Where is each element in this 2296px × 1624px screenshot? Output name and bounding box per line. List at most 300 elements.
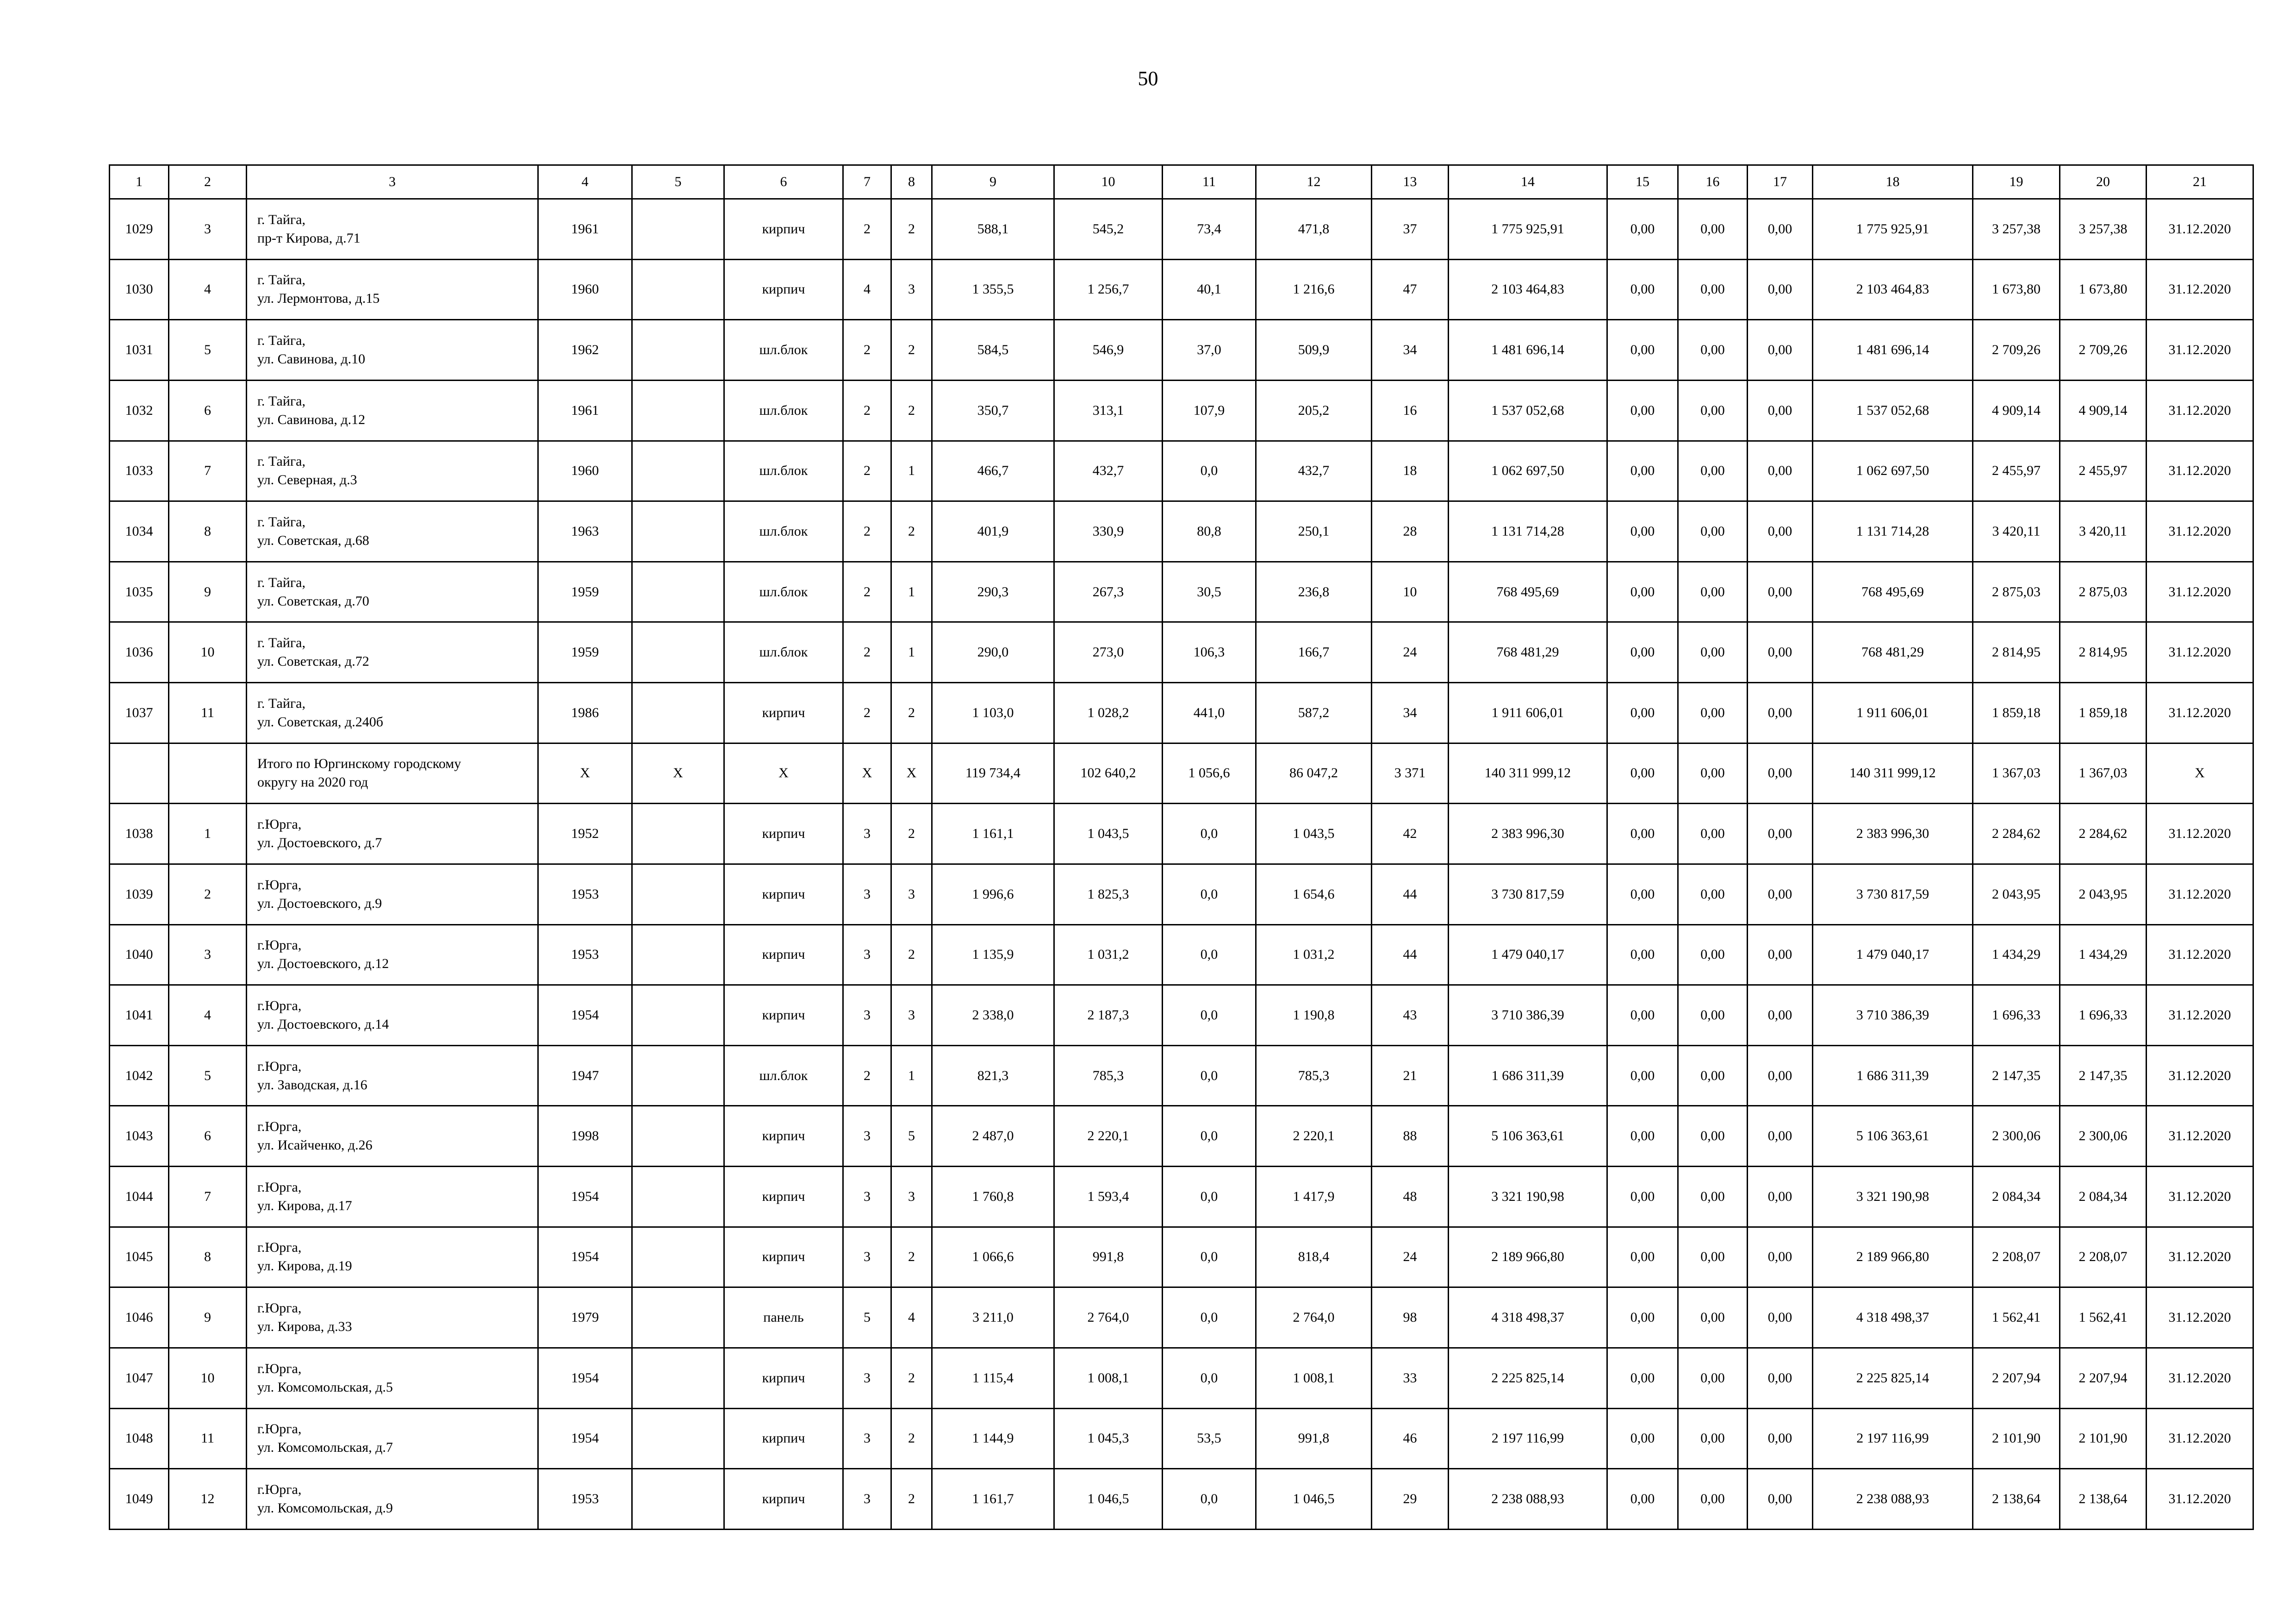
column-19-cell: 3 257,38 xyxy=(1973,199,2060,260)
entrances-cell: 3 xyxy=(891,985,932,1046)
entrances-cell: 2 xyxy=(891,1348,932,1408)
address-city: г. Тайга, xyxy=(257,333,305,349)
cost-total-cell: 3 730 817,59 xyxy=(1449,864,1607,924)
cost-total-cell: 1 911 606,01 xyxy=(1449,683,1607,743)
area-a-cell: 0,0 xyxy=(1163,985,1256,1046)
entrances-cell: 2 xyxy=(891,1227,932,1287)
column-19-cell: 2 875,03 xyxy=(1973,562,2060,622)
column-17-cell: 0,00 xyxy=(1748,320,1813,381)
area-a-cell: 0,0 xyxy=(1163,1469,1256,1530)
column-16-cell: 0,00 xyxy=(1678,1167,1748,1227)
year-built-cell: 1952 xyxy=(538,804,632,864)
local-index-cell: 11 xyxy=(169,1408,247,1469)
wall-material-cell: кирпич xyxy=(724,804,843,864)
year-built-cell: 1960 xyxy=(538,259,632,320)
floors-cell: 2 xyxy=(843,320,891,381)
cost-total-cell: 2 383 996,30 xyxy=(1449,804,1607,864)
residents-cell: 21 xyxy=(1372,1045,1449,1106)
floors-cell: 2 xyxy=(843,562,891,622)
address-city: г. Тайга, xyxy=(257,454,305,469)
column-20-cell: 1 696,33 xyxy=(2060,985,2147,1046)
area-total-cell: 401,9 xyxy=(932,501,1054,562)
local-index-cell: 8 xyxy=(169,1227,247,1287)
area-b-cell: 250,1 xyxy=(1256,501,1372,562)
area-total-cell: 290,0 xyxy=(932,622,1054,683)
column-17-cell: 0,00 xyxy=(1748,1287,1813,1348)
area-total-cell: 2 487,0 xyxy=(932,1106,1054,1167)
residents-cell: 48 xyxy=(1372,1167,1449,1227)
completion-date-cell: 31.12.2020 xyxy=(2147,622,2253,683)
completion-date-cell: 31.12.2020 xyxy=(2147,1287,2253,1348)
area-b-cell: 509,9 xyxy=(1256,320,1372,381)
column-15-cell: 0,00 xyxy=(1607,562,1678,622)
column-15-cell: 0,00 xyxy=(1607,1287,1678,1348)
column-19-cell: 2 208,07 xyxy=(1973,1227,2060,1287)
column-18-cell: 3 730 817,59 xyxy=(1813,864,1973,924)
entrances-cell: 2 xyxy=(891,501,932,562)
residents-cell: 24 xyxy=(1372,622,1449,683)
area-b-cell: 86 047,2 xyxy=(1256,743,1372,804)
year-built-cell: 1979 xyxy=(538,1287,632,1348)
residents-cell: 37 xyxy=(1372,199,1449,260)
column-18-cell: 768 481,29 xyxy=(1813,622,1973,683)
column-16-cell: 0,00 xyxy=(1678,1408,1748,1469)
table-body xyxy=(110,199,2253,1530)
cost-total-cell: 2 197 116,99 xyxy=(1449,1408,1607,1469)
year-built-cell: 1954 xyxy=(538,985,632,1046)
residents-cell: 42 xyxy=(1372,804,1449,864)
row-number-cell: 1047 xyxy=(110,1348,169,1408)
address-cell xyxy=(247,1287,538,1348)
column-18-cell: 1 062 697,50 xyxy=(1813,441,1973,501)
column-header: 17 xyxy=(1748,165,1813,199)
area-a-cell: 0,0 xyxy=(1163,1167,1256,1227)
column-17-cell: 0,00 xyxy=(1748,743,1813,804)
column-18-cell: 2 225 825,14 xyxy=(1813,1348,1973,1408)
table-row xyxy=(110,1227,2253,1287)
floors-cell: 3 xyxy=(843,1227,891,1287)
column-5-cell xyxy=(632,259,724,320)
column-header: 18 xyxy=(1813,165,1973,199)
residents-cell: 43 xyxy=(1372,985,1449,1046)
column-18-cell: 1 481 696,14 xyxy=(1813,320,1973,381)
column-18-cell: 1 775 925,91 xyxy=(1813,199,1973,260)
address-street: ул. Достоевского, д.12 xyxy=(257,956,389,972)
entrances-cell: 2 xyxy=(891,1469,932,1530)
column-number-row xyxy=(110,165,2253,199)
address-street: ул. Советская, д.72 xyxy=(257,654,369,669)
address-cell xyxy=(247,1469,538,1530)
address-city: г.Юрга, xyxy=(257,1058,302,1074)
column-15-cell: 0,00 xyxy=(1607,622,1678,683)
residents-cell: 29 xyxy=(1372,1469,1449,1530)
column-20-cell: 1 859,18 xyxy=(2060,683,2147,743)
entrances-cell: 2 xyxy=(891,199,932,260)
address-cell xyxy=(247,743,538,804)
area-rooms-cell: 2 764,0 xyxy=(1054,1287,1163,1348)
column-17-cell: 0,00 xyxy=(1748,1469,1813,1530)
cost-total-cell: 1 775 925,91 xyxy=(1449,199,1607,260)
column-15-cell: 0,00 xyxy=(1607,1106,1678,1167)
residents-cell: 18 xyxy=(1372,441,1449,501)
area-rooms-cell: 1 593,4 xyxy=(1054,1167,1163,1227)
address-street: ул. Савинова, д.12 xyxy=(257,412,366,427)
address-street: ул. Комсомольская, д.9 xyxy=(257,1500,393,1516)
local-index-cell: 8 xyxy=(169,501,247,562)
area-rooms-cell: 313,1 xyxy=(1054,380,1163,441)
column-15-cell: 0,00 xyxy=(1607,985,1678,1046)
address-cell xyxy=(247,562,538,622)
address-cell xyxy=(247,259,538,320)
entrances-cell: 3 xyxy=(891,864,932,924)
completion-date-cell: 31.12.2020 xyxy=(2147,1408,2253,1469)
total-row xyxy=(110,743,2253,804)
column-5-cell xyxy=(632,1227,724,1287)
address-city: г.Юрга, xyxy=(257,1421,302,1437)
address-city: г. Тайга, xyxy=(257,393,305,409)
local-index-cell: 5 xyxy=(169,320,247,381)
table-row xyxy=(110,864,2253,924)
local-index-cell: 2 xyxy=(169,864,247,924)
address-street: ул. Кирова, д.19 xyxy=(257,1258,352,1274)
area-a-cell: 73,4 xyxy=(1163,199,1256,260)
column-15-cell: 0,00 xyxy=(1607,259,1678,320)
area-rooms-cell: 267,3 xyxy=(1054,562,1163,622)
entrances-cell: 5 xyxy=(891,1106,932,1167)
address-street: ул. Заводская, д.16 xyxy=(257,1077,367,1093)
address-city: г. Тайга, xyxy=(257,212,305,227)
column-5-cell xyxy=(632,1167,724,1227)
column-5-cell xyxy=(632,804,724,864)
area-a-cell: 1 056,6 xyxy=(1163,743,1256,804)
table-row xyxy=(110,683,2253,743)
column-20-cell: 2 208,07 xyxy=(2060,1227,2147,1287)
local-index-cell: 9 xyxy=(169,562,247,622)
column-16-cell: 0,00 xyxy=(1678,562,1748,622)
column-16-cell: 0,00 xyxy=(1678,804,1748,864)
floors-cell: 3 xyxy=(843,1469,891,1530)
row-number-cell: 1033 xyxy=(110,441,169,501)
column-5-cell xyxy=(632,380,724,441)
column-header: 12 xyxy=(1256,165,1372,199)
completion-date-cell: 31.12.2020 xyxy=(2147,985,2253,1046)
column-16-cell: 0,00 xyxy=(1678,1106,1748,1167)
column-20-cell: 2 709,26 xyxy=(2060,320,2147,381)
area-rooms-cell: 102 640,2 xyxy=(1054,743,1163,804)
area-b-cell: 236,8 xyxy=(1256,562,1372,622)
area-a-cell: 441,0 xyxy=(1163,683,1256,743)
year-built-cell: 1959 xyxy=(538,562,632,622)
address-cell xyxy=(247,1106,538,1167)
column-16-cell: 0,00 xyxy=(1678,320,1748,381)
table-row xyxy=(110,199,2253,260)
column-header: 10 xyxy=(1054,165,1163,199)
row-number-cell: 1041 xyxy=(110,985,169,1046)
area-a-cell: 80,8 xyxy=(1163,501,1256,562)
floors-cell: 3 xyxy=(843,1408,891,1469)
column-16-cell: 0,00 xyxy=(1678,1227,1748,1287)
row-number-cell xyxy=(110,743,169,804)
column-16-cell: 0,00 xyxy=(1678,259,1748,320)
local-index-cell: 10 xyxy=(169,622,247,683)
local-index-cell: 4 xyxy=(169,985,247,1046)
address-street: ул. Достоевского, д.9 xyxy=(257,895,382,911)
area-b-cell: 2 764,0 xyxy=(1256,1287,1372,1348)
area-rooms-cell: 546,9 xyxy=(1054,320,1163,381)
residents-cell: 24 xyxy=(1372,1227,1449,1287)
table-row xyxy=(110,622,2253,683)
wall-material-cell: шл.блок xyxy=(724,562,843,622)
column-header: 5 xyxy=(632,165,724,199)
year-built-cell: 1959 xyxy=(538,622,632,683)
address-city: г.Юрга, xyxy=(257,937,302,953)
column-15-cell: 0,00 xyxy=(1607,864,1678,924)
row-number-cell: 1042 xyxy=(110,1045,169,1106)
column-15-cell: 0,00 xyxy=(1607,1167,1678,1227)
column-19-cell: 1 562,41 xyxy=(1973,1287,2060,1348)
column-15-cell: 0,00 xyxy=(1607,320,1678,381)
row-number-cell: 1044 xyxy=(110,1167,169,1227)
table-header xyxy=(110,165,2253,199)
area-a-cell: 0,0 xyxy=(1163,804,1256,864)
wall-material-cell: кирпич xyxy=(724,1106,843,1167)
cost-total-cell: 1 686 311,39 xyxy=(1449,1045,1607,1106)
cost-total-cell: 768 481,29 xyxy=(1449,622,1607,683)
wall-material-cell: кирпич xyxy=(724,259,843,320)
address-cell xyxy=(247,441,538,501)
column-18-cell: 2 238 088,93 xyxy=(1813,1469,1973,1530)
address-cell xyxy=(247,1348,538,1408)
row-number-cell: 1046 xyxy=(110,1287,169,1348)
column-5-cell xyxy=(632,1287,724,1348)
local-index-cell: 3 xyxy=(169,199,247,260)
column-18-cell: 4 318 498,37 xyxy=(1813,1287,1973,1348)
completion-date-cell: 31.12.2020 xyxy=(2147,1045,2253,1106)
column-19-cell: 2 147,35 xyxy=(1973,1045,2060,1106)
cost-total-cell: 2 225 825,14 xyxy=(1449,1348,1607,1408)
column-19-cell: 2 043,95 xyxy=(1973,864,2060,924)
column-18-cell: 1 911 606,01 xyxy=(1813,683,1973,743)
column-15-cell: 0,00 xyxy=(1607,683,1678,743)
address-city: г.Юрга, xyxy=(257,1361,302,1376)
address-city: г.Юрга, xyxy=(257,998,302,1013)
column-19-cell: 2 709,26 xyxy=(1973,320,2060,381)
residents-cell: 3 371 xyxy=(1372,743,1449,804)
table-row xyxy=(110,259,2253,320)
year-built-cell: 1953 xyxy=(538,864,632,924)
address-city: г.Юрга, xyxy=(257,877,302,893)
year-built-cell: 1954 xyxy=(538,1348,632,1408)
row-number-cell: 1034 xyxy=(110,501,169,562)
column-header: 2 xyxy=(169,165,247,199)
table-row xyxy=(110,1348,2253,1408)
column-header: 16 xyxy=(1678,165,1748,199)
local-index-cell: 3 xyxy=(169,924,247,985)
entrances-cell: 1 xyxy=(891,441,932,501)
column-16-cell: 0,00 xyxy=(1678,864,1748,924)
column-17-cell: 0,00 xyxy=(1748,1408,1813,1469)
address-street: ул. Лермонтова, д.15 xyxy=(257,291,380,306)
row-number-cell: 1038 xyxy=(110,804,169,864)
column-20-cell: 1 562,41 xyxy=(2060,1287,2147,1348)
area-b-cell: 1 190,8 xyxy=(1256,985,1372,1046)
column-19-cell: 1 367,03 xyxy=(1973,743,2060,804)
column-16-cell: 0,00 xyxy=(1678,199,1748,260)
column-header: 13 xyxy=(1372,165,1449,199)
column-17-cell: 0,00 xyxy=(1748,1348,1813,1408)
column-20-cell: 2 147,35 xyxy=(2060,1045,2147,1106)
local-index-cell xyxy=(169,743,247,804)
area-total-cell: 1 135,9 xyxy=(932,924,1054,985)
area-b-cell: 205,2 xyxy=(1256,380,1372,441)
address-street: ул. Достоевского, д.7 xyxy=(257,835,382,851)
address-street: ул. Комсомольская, д.7 xyxy=(257,1440,393,1455)
area-rooms-cell: 1 031,2 xyxy=(1054,924,1163,985)
wall-material-cell: кирпич xyxy=(724,1167,843,1227)
column-18-cell: 1 479 040,17 xyxy=(1813,924,1973,985)
column-19-cell: 2 455,97 xyxy=(1973,441,2060,501)
address-city: Итого по Юргинскому городскому xyxy=(257,756,461,772)
area-total-cell: 466,7 xyxy=(932,441,1054,501)
column-header: 15 xyxy=(1607,165,1678,199)
column-20-cell: 1 367,03 xyxy=(2060,743,2147,804)
table-row xyxy=(110,1045,2253,1106)
area-rooms-cell: 1 046,5 xyxy=(1054,1469,1163,1530)
area-a-cell: 0,0 xyxy=(1163,1227,1256,1287)
column-20-cell: 1 673,80 xyxy=(2060,259,2147,320)
column-5-cell xyxy=(632,1469,724,1530)
column-5-cell xyxy=(632,199,724,260)
wall-material-cell: панель xyxy=(724,1287,843,1348)
address-cell xyxy=(247,924,538,985)
address-street: округу на 2020 год xyxy=(257,775,368,790)
column-17-cell: 0,00 xyxy=(1748,501,1813,562)
address-street: ул. Советская, д.240б xyxy=(257,714,384,730)
column-header: 1 xyxy=(110,165,169,199)
year-built-cell: 1986 xyxy=(538,683,632,743)
cost-total-cell: 1 481 696,14 xyxy=(1449,320,1607,381)
column-17-cell: 0,00 xyxy=(1748,1045,1813,1106)
cost-total-cell: 1 062 697,50 xyxy=(1449,441,1607,501)
column-16-cell: 0,00 xyxy=(1678,1469,1748,1530)
address-city: г. Тайга, xyxy=(257,695,305,711)
area-total-cell: 1 996,6 xyxy=(932,864,1054,924)
address-cell xyxy=(247,804,538,864)
column-20-cell: 2 084,34 xyxy=(2060,1167,2147,1227)
column-15-cell: 0,00 xyxy=(1607,804,1678,864)
column-16-cell: 0,00 xyxy=(1678,924,1748,985)
column-20-cell: 3 420,11 xyxy=(2060,501,2147,562)
table-row xyxy=(110,320,2253,381)
area-total-cell: 584,5 xyxy=(932,320,1054,381)
column-header: 20 xyxy=(2060,165,2147,199)
floors-cell: 4 xyxy=(843,259,891,320)
column-5-cell xyxy=(632,1106,724,1167)
wall-material-cell: кирпич xyxy=(724,864,843,924)
entrances-cell: 2 xyxy=(891,683,932,743)
address-cell xyxy=(247,199,538,260)
column-16-cell: 0,00 xyxy=(1678,622,1748,683)
address-city: г. Тайга, xyxy=(257,635,305,651)
floors-cell: 3 xyxy=(843,1106,891,1167)
column-18-cell: 768 495,69 xyxy=(1813,562,1973,622)
column-15-cell: 0,00 xyxy=(1607,1227,1678,1287)
address-city: г.Юрга, xyxy=(257,1300,302,1316)
area-total-cell: 1 103,0 xyxy=(932,683,1054,743)
wall-material-cell: шл.блок xyxy=(724,622,843,683)
address-cell xyxy=(247,1045,538,1106)
year-built-cell: 1961 xyxy=(538,380,632,441)
area-total-cell: 588,1 xyxy=(932,199,1054,260)
column-17-cell: 0,00 xyxy=(1748,864,1813,924)
column-header: 14 xyxy=(1449,165,1607,199)
floors-cell: 5 xyxy=(843,1287,891,1348)
column-15-cell: 0,00 xyxy=(1607,1469,1678,1530)
area-total-cell: 821,3 xyxy=(932,1045,1054,1106)
year-built-cell: 1962 xyxy=(538,320,632,381)
area-b-cell: 432,7 xyxy=(1256,441,1372,501)
column-15-cell: 0,00 xyxy=(1607,1045,1678,1106)
cost-total-cell: 1 131 714,28 xyxy=(1449,501,1607,562)
page-number: 50 xyxy=(1138,67,1158,90)
area-rooms-cell: 1 256,7 xyxy=(1054,259,1163,320)
column-15-cell: 0,00 xyxy=(1607,1408,1678,1469)
cost-total-cell: 1 479 040,17 xyxy=(1449,924,1607,985)
column-17-cell: 0,00 xyxy=(1748,441,1813,501)
column-20-cell: 2 138,64 xyxy=(2060,1469,2147,1530)
column-17-cell: 0,00 xyxy=(1748,259,1813,320)
year-built-cell: 1947 xyxy=(538,1045,632,1106)
cost-total-cell: 5 106 363,61 xyxy=(1449,1106,1607,1167)
completion-date-cell: 31.12.2020 xyxy=(2147,501,2253,562)
residents-cell: 16 xyxy=(1372,380,1449,441)
entrances-cell: 1 xyxy=(891,1045,932,1106)
entrances-cell: 1 xyxy=(891,562,932,622)
row-number-cell: 1032 xyxy=(110,380,169,441)
floors-cell: 2 xyxy=(843,380,891,441)
wall-material-cell: кирпич xyxy=(724,985,843,1046)
floors-cell: 2 xyxy=(843,199,891,260)
column-20-cell: 2 043,95 xyxy=(2060,864,2147,924)
floors-cell: 2 xyxy=(843,441,891,501)
year-built-cell: 1998 xyxy=(538,1106,632,1167)
area-rooms-cell: 432,7 xyxy=(1054,441,1163,501)
table-row xyxy=(110,380,2253,441)
wall-material-cell: шл.блок xyxy=(724,441,843,501)
column-5-cell xyxy=(632,683,724,743)
residents-cell: 28 xyxy=(1372,501,1449,562)
entrances-cell: 2 xyxy=(891,924,932,985)
column-header: 4 xyxy=(538,165,632,199)
column-17-cell: 0,00 xyxy=(1748,985,1813,1046)
year-built-cell: 1960 xyxy=(538,441,632,501)
column-17-cell: 0,00 xyxy=(1748,804,1813,864)
floors-cell: 2 xyxy=(843,683,891,743)
column-18-cell: 1 537 052,68 xyxy=(1813,380,1973,441)
residents-cell: 46 xyxy=(1372,1408,1449,1469)
completion-date-cell: 31.12.2020 xyxy=(2147,199,2253,260)
area-b-cell: 471,8 xyxy=(1256,199,1372,260)
residents-cell: 33 xyxy=(1372,1348,1449,1408)
area-total-cell: 350,7 xyxy=(932,380,1054,441)
column-17-cell: 0,00 xyxy=(1748,622,1813,683)
completion-date-cell: 31.12.2020 xyxy=(2147,380,2253,441)
completion-date-cell: X xyxy=(2147,743,2253,804)
address-cell xyxy=(247,1408,538,1469)
local-index-cell: 9 xyxy=(169,1287,247,1348)
column-20-cell: 2 455,97 xyxy=(2060,441,2147,501)
cost-total-cell: 3 710 386,39 xyxy=(1449,985,1607,1046)
